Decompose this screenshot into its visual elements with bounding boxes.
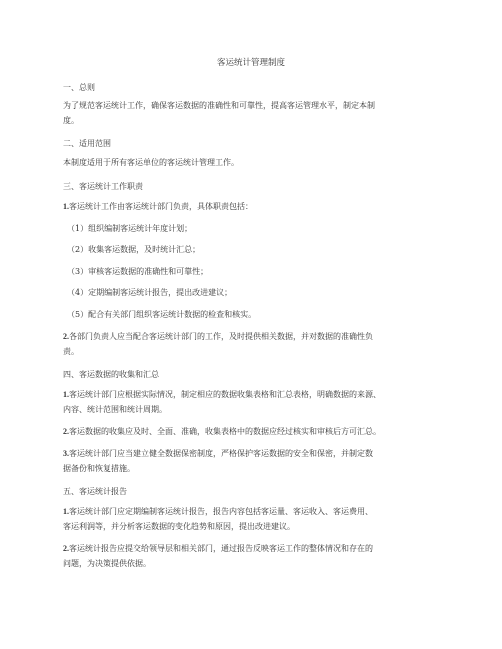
- list-item: [63, 543, 373, 554]
- item-text: 客运统计工作由客运统计部门负责，具体职责包括：: [69, 202, 253, 211]
- paragraph-line: 客运利润等，并分析客运数据的变化趋势和原因，提出改进建议。: [63, 522, 295, 531]
- item-text: 客运统计报告应提交给领导层和相关部门，通过报告反映客运工作的整体情况和存在的: [69, 544, 373, 553]
- item-number: 1.: [63, 507, 69, 516]
- item-number: 1.: [63, 390, 69, 399]
- paragraph-line: 内容、统计范围和统计周期。: [63, 405, 167, 414]
- document-title: 客运统计管理制度: [216, 58, 285, 68]
- section-heading-collection: 四、客运数据的收集和汇总: [63, 370, 159, 379]
- paragraph-line: 责。: [63, 347, 79, 356]
- list-item: [63, 201, 253, 212]
- item-text: 客运统计部门应当建立健全数据保密制度，严格保护客运数据的安全和保密，并制定数: [69, 449, 373, 458]
- list-item: [63, 331, 373, 342]
- item-text: 客运统计部门应定期编制客运统计报告，报告内容包括客运量、客运收入、客运费用、: [69, 507, 373, 516]
- sub-list-item: （2）收集客运数据，及时统计汇总；: [67, 245, 201, 254]
- sub-list-item: （4）定期编制客运统计报告，提出改进建议；: [67, 288, 233, 297]
- list-item: [63, 506, 373, 517]
- section-heading-scope: 二、适用范围: [63, 139, 111, 148]
- item-number: 2.: [63, 332, 69, 341]
- item-number: 2.: [63, 427, 69, 436]
- item-text: 客运统计部门应根据实际情况，制定相应的数据收集表格和汇总表格，明确数据的来源、: [69, 390, 381, 399]
- sub-list-item: （1）组织编制客运统计年度计划；: [67, 224, 193, 233]
- paragraph-line: 度。: [63, 116, 79, 125]
- sub-list-item: （5）配合有关部门组织客运统计数据的检查和核实。: [67, 310, 257, 319]
- paragraph-line: 据备份和恢复措施。: [63, 464, 135, 473]
- item-number: 3.: [63, 449, 69, 458]
- paragraph-line: 本制度适用于所有客运单位的客运统计管理工作。: [63, 158, 239, 167]
- list-item: [63, 389, 381, 400]
- section-heading-duties: 三、客运统计工作职责: [63, 182, 143, 191]
- paragraph-line: 为了规范客运统计工作，确保客运数据的准确性和可靠性，提高客运管理水平，制定本制: [63, 101, 375, 110]
- list-item: [63, 448, 373, 459]
- section-heading-general: 一、总则: [63, 83, 95, 92]
- item-number: 1.: [63, 202, 69, 211]
- item-number: 2.: [63, 544, 69, 553]
- sub-list-item: （3）审核客运数据的准确性和可靠性；: [67, 267, 209, 276]
- list-item: [63, 426, 381, 437]
- paragraph-line: 问题，为决策提供依据。: [63, 559, 151, 568]
- section-heading-report: 五、客运统计报告: [63, 487, 127, 496]
- item-text: 各部门负责人应当配合客运统计部门的工作，及时提供相关数据，并对数据的准确性负: [69, 332, 373, 341]
- item-text: 客运数据的收集应及时、全面、准确，收集表格中的数据应经过核实和审核后方可汇总。: [69, 427, 381, 436]
